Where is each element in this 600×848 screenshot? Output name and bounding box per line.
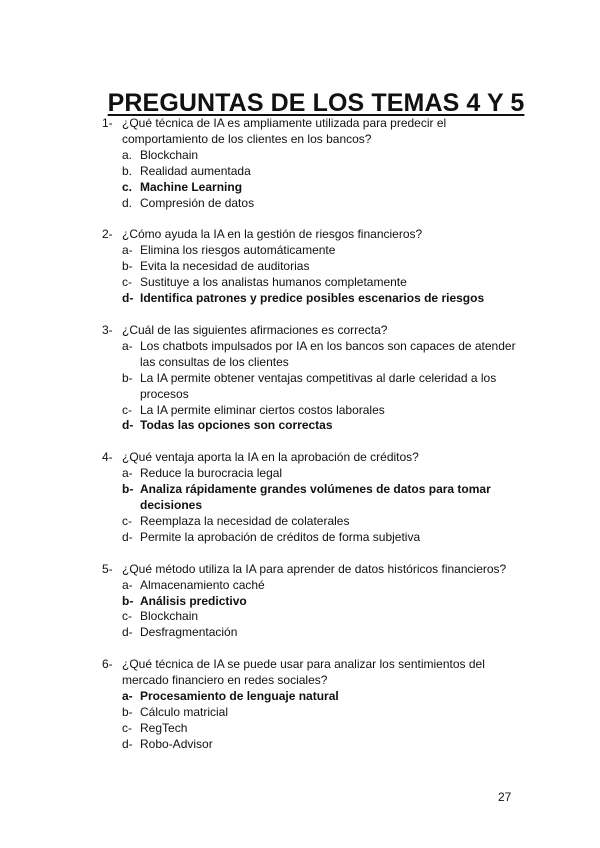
question-4 <box>102 450 522 545</box>
question-number: 4- <box>102 450 113 465</box>
option-letter: a- <box>122 243 133 258</box>
option-letter: c. <box>122 179 133 194</box>
option-a <box>102 339 522 371</box>
option-text: Compresión de datos <box>140 195 255 210</box>
option-letter: a- <box>122 689 133 704</box>
option-d <box>102 625 522 641</box>
question-text: ¿Qué técnica de IA es ampliamente utilizada para predecir el comportamiento de los clientes en los bancos? <box>122 116 447 146</box>
question-text: ¿Qué método utiliza la IA para aprender de datos históricos financieros? <box>122 561 507 576</box>
option-text: Elimina los riesgos automáticamente <box>140 243 336 258</box>
option-b <box>102 259 522 275</box>
option-text: Desfragmentación <box>140 625 238 640</box>
option-letter: b- <box>122 259 133 274</box>
option-b <box>102 164 522 180</box>
option-letter: a- <box>122 466 133 481</box>
question-text: ¿Qué técnica de IA se puede usar para analizar los sentimientos del mercado financiero en redes sociales? <box>122 657 485 688</box>
question-text: ¿Cuál de las siguientes afirmaciones es correcta? <box>122 322 388 337</box>
option-letter: a. <box>122 147 133 162</box>
option-text: Robo-Advisor <box>140 736 213 751</box>
option-letter: b- <box>122 370 133 385</box>
question-text: ¿Qué ventaja aporta la IA en la aprobación de créditos? <box>122 450 419 465</box>
option-letter: d- <box>122 529 133 544</box>
option-text: Sustituye a los analistas humanos completamente <box>140 275 407 290</box>
option-d <box>102 196 522 212</box>
option-text: Análisis predictivo <box>140 593 247 608</box>
option-d-correct <box>102 291 522 307</box>
option-a-correct <box>102 689 522 705</box>
option-c <box>102 721 522 737</box>
option-text: Almacenamiento caché <box>140 577 265 592</box>
page-title: PREGUNTAS DE LOS TEMAS 4 Y 5 <box>107 88 525 117</box>
option-b-correct <box>102 482 522 514</box>
option-text: Todas las opciones son correctas <box>140 418 333 433</box>
option-d-correct <box>102 418 522 434</box>
question-number: 2- <box>102 227 113 242</box>
option-text: Permite la aprobación de créditos de forma subjetiva <box>140 529 421 544</box>
option-text: La IA permite obtener ventajas competitivas al darle celeridad a los procesos <box>140 370 497 401</box>
option-letter: d- <box>122 291 134 306</box>
option-letter: b- <box>122 705 133 719</box>
option-text: Blockchain <box>140 609 199 624</box>
option-letter: b- <box>122 482 134 497</box>
option-text: Cálculo matricial <box>140 705 229 719</box>
option-a <box>102 466 522 482</box>
option-d <box>102 737 522 753</box>
option-c <box>102 609 522 625</box>
option-text: Evita la necesidad de auditorias <box>140 259 310 274</box>
question-5 <box>102 562 522 642</box>
option-text: Reemplaza la necesidad de colaterales <box>140 513 350 528</box>
option-letter: b- <box>122 593 134 608</box>
option-d <box>102 530 522 546</box>
question-number: 5- <box>102 561 113 576</box>
option-text: Identifica patrones y predice posibles escenarios de riesgos <box>140 291 485 306</box>
page-number: 27 <box>498 790 512 804</box>
option-list <box>102 339 522 434</box>
option-c-correct <box>102 180 522 196</box>
option-text: RegTech <box>140 720 188 735</box>
option-c <box>102 514 522 530</box>
option-letter: d. <box>122 195 133 210</box>
question-3 <box>102 323 522 434</box>
option-a <box>102 148 522 164</box>
option-b <box>102 371 522 403</box>
question-number: 6- <box>102 657 113 672</box>
option-text: Blockchain <box>140 147 199 162</box>
question-2 <box>102 227 522 307</box>
option-letter: d- <box>122 736 133 751</box>
option-text: Realidad aumentada <box>140 163 251 178</box>
option-a <box>102 578 522 594</box>
option-list <box>102 466 522 546</box>
question-list <box>102 116 522 769</box>
option-text: Los chatbots impulsados por IA en los bancos son capaces de atender las consultas de los clientes <box>140 338 516 369</box>
question-number: 1- <box>102 116 113 130</box>
option-c <box>102 403 522 419</box>
question-text: ¿Cómo ayuda la IA en la gestión de riesgos financieros? <box>122 227 423 242</box>
option-a <box>102 243 522 259</box>
option-text: Procesamiento de lenguaje natural <box>140 689 339 704</box>
option-b <box>102 705 522 721</box>
option-letter: c- <box>122 402 132 417</box>
option-b-correct <box>102 594 522 610</box>
option-letter: a- <box>122 338 133 353</box>
question-6 <box>102 657 522 752</box>
option-letter: c- <box>122 720 132 735</box>
option-list <box>102 689 522 753</box>
option-c <box>102 275 522 291</box>
option-text: La IA permite eliminar ciertos costos laborales <box>140 402 385 417</box>
option-letter: c- <box>122 609 132 624</box>
option-letter: d- <box>122 418 134 433</box>
question-1 <box>102 116 522 211</box>
option-text: Analiza rápidamente grandes volúmenes de datos para tomar decisiones <box>140 482 491 513</box>
option-list <box>102 578 522 642</box>
option-letter: a- <box>122 577 133 592</box>
option-text: Machine Learning <box>140 179 243 194</box>
option-letter: b. <box>122 163 133 178</box>
option-letter: c- <box>122 275 132 290</box>
option-list <box>102 243 522 307</box>
option-list <box>102 148 522 212</box>
option-letter: c- <box>122 513 132 528</box>
question-number: 3- <box>102 322 113 337</box>
option-text: Reduce la burocracia legal <box>140 466 283 481</box>
option-letter: d- <box>122 625 133 640</box>
